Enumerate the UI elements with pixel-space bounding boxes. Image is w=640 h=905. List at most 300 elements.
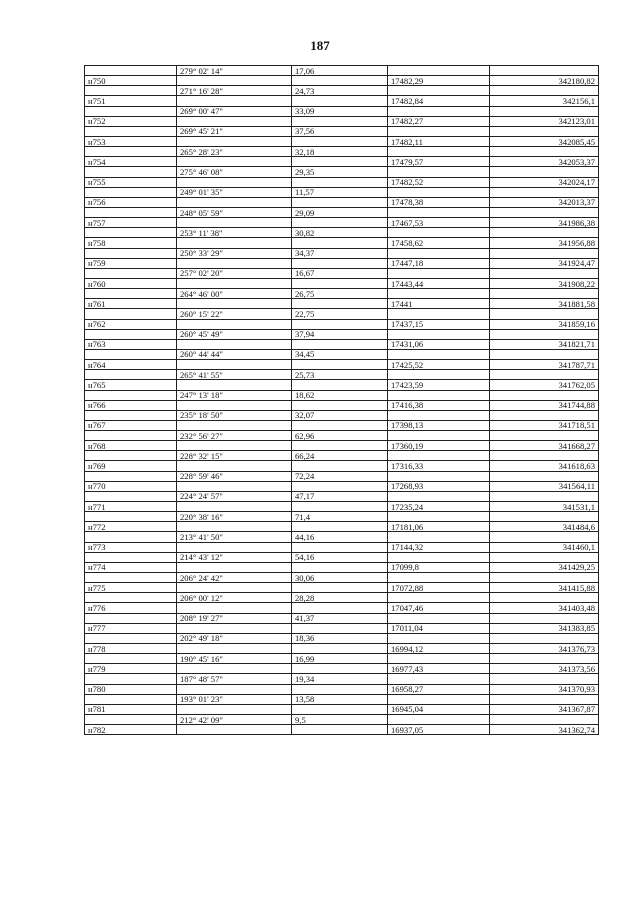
y-coordinate-cell [490, 106, 599, 116]
table-row [85, 532, 599, 542]
y-coordinate-cell [490, 390, 599, 400]
distance-cell: 9,5 [292, 715, 388, 725]
x-coordinate-cell: 17398,13 [388, 420, 490, 430]
x-coordinate-cell: 17478,38 [388, 197, 490, 207]
distance-cell: 30,82 [292, 228, 388, 238]
x-coordinate-cell: 16958,27 [388, 684, 490, 694]
angle-cell [177, 644, 292, 654]
angle-cell: 190° 45' 16" [177, 654, 292, 664]
point-cell [85, 512, 177, 522]
angle-cell [177, 157, 292, 167]
y-coordinate-cell: 341564,11 [490, 481, 599, 491]
point-cell: н760 [85, 278, 177, 288]
point-cell: н772 [85, 522, 177, 532]
table-row [85, 431, 599, 441]
table-row [85, 157, 599, 167]
angle-cell [177, 583, 292, 593]
point-cell [85, 715, 177, 725]
x-coordinate-cell [388, 349, 490, 359]
y-coordinate-cell: 341403,48 [490, 603, 599, 613]
x-coordinate-cell: 17316,33 [388, 461, 490, 471]
point-cell [85, 86, 177, 96]
distance-cell [292, 400, 388, 410]
point-cell: н762 [85, 319, 177, 329]
angle-cell: 208° 19' 27" [177, 613, 292, 623]
distance-cell: 29,09 [292, 207, 388, 217]
distance-cell [292, 704, 388, 714]
table-row [85, 106, 599, 116]
table-row [85, 410, 599, 420]
distance-cell: 28,28 [292, 593, 388, 603]
angle-cell [177, 562, 292, 572]
x-coordinate-cell [388, 715, 490, 725]
angle-cell: 260° 15' 22" [177, 309, 292, 319]
x-coordinate-cell [388, 654, 490, 664]
x-coordinate-cell: 17467,53 [388, 218, 490, 228]
table-row [85, 339, 599, 349]
distance-cell: 34,45 [292, 349, 388, 359]
angle-cell: 253° 11' 38" [177, 228, 292, 238]
point-cell: н757 [85, 218, 177, 228]
distance-cell: 11,57 [292, 187, 388, 197]
angle-cell: 193° 01' 23" [177, 694, 292, 704]
x-coordinate-cell: 17416,38 [388, 400, 490, 410]
x-coordinate-cell: 16977,43 [388, 664, 490, 674]
distance-cell [292, 136, 388, 146]
x-coordinate-cell: 17181,06 [388, 522, 490, 532]
angle-cell [177, 704, 292, 714]
distance-cell [292, 299, 388, 309]
y-coordinate-cell: 341415,88 [490, 583, 599, 593]
table-row [85, 552, 599, 562]
y-coordinate-cell: 341370,93 [490, 684, 599, 694]
y-coordinate-cell: 341787,71 [490, 360, 599, 370]
y-coordinate-cell [490, 613, 599, 623]
y-coordinate-cell [490, 289, 599, 299]
y-coordinate-cell [490, 654, 599, 664]
coordinates-table [84, 65, 599, 735]
y-coordinate-cell: 341986,38 [490, 218, 599, 228]
point-cell [85, 674, 177, 684]
y-coordinate-cell: 341362,74 [490, 725, 599, 735]
angle-cell: 257° 02' 20" [177, 268, 292, 278]
table-row [85, 623, 599, 633]
x-coordinate-cell [388, 613, 490, 623]
y-coordinate-cell: 341924,47 [490, 258, 599, 268]
angle-cell [177, 76, 292, 86]
table-row [85, 187, 599, 197]
angle-cell: 228° 59' 46" [177, 471, 292, 481]
angle-cell: 228° 32' 15" [177, 451, 292, 461]
table-row [85, 126, 599, 136]
angle-cell [177, 136, 292, 146]
point-cell [85, 593, 177, 603]
table-row [85, 289, 599, 299]
table-row [85, 319, 599, 329]
y-coordinate-cell [490, 471, 599, 481]
y-coordinate-cell [490, 187, 599, 197]
y-coordinate-cell: 341484,6 [490, 522, 599, 532]
table-row [85, 400, 599, 410]
angle-cell: 269° 00' 47" [177, 106, 292, 116]
point-cell [85, 410, 177, 420]
distance-cell [292, 420, 388, 430]
angle-cell: 260° 45' 49" [177, 329, 292, 339]
y-coordinate-cell [490, 674, 599, 684]
table-row [85, 299, 599, 309]
angle-cell: 271° 16' 28" [177, 86, 292, 96]
y-coordinate-cell: 341821,71 [490, 339, 599, 349]
y-coordinate-cell [490, 532, 599, 542]
point-cell [85, 491, 177, 501]
table-row [85, 461, 599, 471]
table-row [85, 471, 599, 481]
distance-cell: 37,94 [292, 329, 388, 339]
distance-cell: 54,16 [292, 552, 388, 562]
distance-cell [292, 684, 388, 694]
angle-cell [177, 116, 292, 126]
distance-cell: 25,73 [292, 370, 388, 380]
y-coordinate-cell [490, 147, 599, 157]
table-row [85, 66, 599, 76]
y-coordinate-cell: 341367,87 [490, 704, 599, 714]
table-row [85, 390, 599, 400]
angle-cell: 224° 24' 57" [177, 491, 292, 501]
table-row [85, 278, 599, 288]
y-coordinate-cell: 342123,01 [490, 116, 599, 126]
point-cell [85, 329, 177, 339]
y-coordinate-cell [490, 86, 599, 96]
point-cell: н769 [85, 461, 177, 471]
y-coordinate-cell [490, 694, 599, 704]
distance-cell [292, 481, 388, 491]
y-coordinate-cell [490, 451, 599, 461]
table-row [85, 562, 599, 572]
table-row [85, 268, 599, 278]
point-cell: н759 [85, 258, 177, 268]
distance-cell: 37,56 [292, 126, 388, 136]
angle-cell: 249° 01' 35" [177, 187, 292, 197]
x-coordinate-cell: 17268,93 [388, 481, 490, 491]
distance-cell [292, 542, 388, 552]
y-coordinate-cell [490, 715, 599, 725]
y-coordinate-cell [490, 207, 599, 217]
distance-cell: 41,37 [292, 613, 388, 623]
point-cell [85, 228, 177, 238]
table-row [85, 228, 599, 238]
table-row [85, 177, 599, 187]
point-cell [85, 451, 177, 461]
distance-cell: 30,06 [292, 573, 388, 583]
x-coordinate-cell: 17072,88 [388, 583, 490, 593]
angle-cell [177, 360, 292, 370]
y-coordinate-cell [490, 491, 599, 501]
point-cell: н780 [85, 684, 177, 694]
y-coordinate-cell: 341718,51 [490, 420, 599, 430]
point-cell: н766 [85, 400, 177, 410]
table-row [85, 258, 599, 268]
point-cell [85, 390, 177, 400]
x-coordinate-cell: 17482,27 [388, 116, 490, 126]
x-coordinate-cell: 17447,18 [388, 258, 490, 268]
table-row [85, 573, 599, 583]
distance-cell [292, 562, 388, 572]
distance-cell: 13,58 [292, 694, 388, 704]
y-coordinate-cell [490, 410, 599, 420]
distance-cell [292, 319, 388, 329]
x-coordinate-cell [388, 390, 490, 400]
distance-cell: 32,07 [292, 410, 388, 420]
table-row [85, 86, 599, 96]
table-row [85, 218, 599, 228]
x-coordinate-cell: 17099,8 [388, 562, 490, 572]
x-coordinate-cell: 17443,44 [388, 278, 490, 288]
point-cell: н777 [85, 623, 177, 633]
point-cell: н773 [85, 542, 177, 552]
table-row [85, 136, 599, 146]
table-row [85, 207, 599, 217]
distance-cell: 71,4 [292, 512, 388, 522]
point-cell [85, 633, 177, 643]
x-coordinate-cell: 17235,24 [388, 502, 490, 512]
table-row [85, 593, 599, 603]
point-cell [85, 167, 177, 177]
y-coordinate-cell [490, 268, 599, 278]
point-cell [85, 126, 177, 136]
angle-cell [177, 502, 292, 512]
x-coordinate-cell: 17458,62 [388, 238, 490, 248]
table-row [85, 704, 599, 714]
y-coordinate-cell [490, 309, 599, 319]
x-coordinate-cell [388, 573, 490, 583]
table-row [85, 370, 599, 380]
angle-cell [177, 218, 292, 228]
x-coordinate-cell [388, 471, 490, 481]
table-row [85, 167, 599, 177]
x-coordinate-cell: 17425,52 [388, 360, 490, 370]
x-coordinate-cell [388, 593, 490, 603]
table-row [85, 481, 599, 491]
angle-cell [177, 339, 292, 349]
angle-cell [177, 299, 292, 309]
table-row [85, 684, 599, 694]
x-coordinate-cell: 17423,59 [388, 380, 490, 390]
distance-cell: 16,67 [292, 268, 388, 278]
point-cell: н765 [85, 380, 177, 390]
distance-cell: 19,34 [292, 674, 388, 684]
table-row [85, 644, 599, 654]
distance-cell [292, 177, 388, 187]
point-cell: н761 [85, 299, 177, 309]
point-cell: н754 [85, 157, 177, 167]
table-row [85, 420, 599, 430]
point-cell [85, 613, 177, 623]
angle-cell: 265° 28' 23" [177, 147, 292, 157]
point-cell: н756 [85, 197, 177, 207]
table-row [85, 603, 599, 613]
point-cell: н752 [85, 116, 177, 126]
y-coordinate-cell: 341956,88 [490, 238, 599, 248]
point-cell: н771 [85, 502, 177, 512]
x-coordinate-cell [388, 694, 490, 704]
x-coordinate-cell [388, 167, 490, 177]
x-coordinate-cell [388, 289, 490, 299]
distance-cell: 44,16 [292, 532, 388, 542]
x-coordinate-cell: 17360,19 [388, 441, 490, 451]
angle-cell [177, 96, 292, 106]
point-cell [85, 207, 177, 217]
point-cell [85, 66, 177, 76]
distance-cell [292, 441, 388, 451]
angle-cell [177, 603, 292, 613]
y-coordinate-cell: 341618,63 [490, 461, 599, 471]
point-cell [85, 309, 177, 319]
x-coordinate-cell [388, 86, 490, 96]
table-row [85, 349, 599, 359]
point-cell: н751 [85, 96, 177, 106]
table-row [85, 633, 599, 643]
x-coordinate-cell [388, 228, 490, 238]
x-coordinate-cell [388, 431, 490, 441]
distance-cell [292, 218, 388, 228]
point-cell: н775 [85, 583, 177, 593]
distance-cell: 26,75 [292, 289, 388, 299]
x-coordinate-cell: 16945,04 [388, 704, 490, 714]
point-cell: н770 [85, 481, 177, 491]
angle-cell: 213° 41' 50" [177, 532, 292, 542]
distance-cell [292, 360, 388, 370]
distance-cell: 17,06 [292, 66, 388, 76]
angle-cell: 250° 33' 29" [177, 248, 292, 258]
table-row [85, 309, 599, 319]
y-coordinate-cell [490, 349, 599, 359]
point-cell: н764 [85, 360, 177, 370]
y-coordinate-cell [490, 552, 599, 562]
table-row [85, 491, 599, 501]
x-coordinate-cell: 17482,84 [388, 96, 490, 106]
x-coordinate-cell: 17047,46 [388, 603, 490, 613]
point-cell: н782 [85, 725, 177, 735]
page-number: 187 [310, 38, 330, 53]
x-coordinate-cell: 17431,06 [388, 339, 490, 349]
point-cell: н768 [85, 441, 177, 451]
angle-cell [177, 177, 292, 187]
x-coordinate-cell [388, 532, 490, 542]
distance-cell: 29,35 [292, 167, 388, 177]
x-coordinate-cell [388, 187, 490, 197]
angle-cell: 232° 56' 27" [177, 431, 292, 441]
table-row [85, 76, 599, 86]
y-coordinate-cell [490, 329, 599, 339]
distance-cell [292, 380, 388, 390]
x-coordinate-cell: 16937,05 [388, 725, 490, 735]
angle-cell: 269° 45' 21" [177, 126, 292, 136]
x-coordinate-cell [388, 451, 490, 461]
point-cell [85, 431, 177, 441]
point-cell [85, 694, 177, 704]
x-coordinate-cell [388, 633, 490, 643]
angle-cell [177, 522, 292, 532]
y-coordinate-cell [490, 66, 599, 76]
point-cell [85, 289, 177, 299]
angle-cell [177, 319, 292, 329]
table-row [85, 613, 599, 623]
angle-cell [177, 725, 292, 735]
table-row [85, 441, 599, 451]
angle-cell: 220° 38' 16" [177, 512, 292, 522]
distance-cell: 34,37 [292, 248, 388, 258]
angle-cell: 206° 24' 42" [177, 573, 292, 583]
angle-cell [177, 278, 292, 288]
x-coordinate-cell [388, 674, 490, 684]
distance-cell [292, 502, 388, 512]
x-coordinate-cell [388, 268, 490, 278]
angle-cell: 247° 13' 18" [177, 390, 292, 400]
angle-cell [177, 481, 292, 491]
y-coordinate-cell [490, 431, 599, 441]
point-cell [85, 147, 177, 157]
y-coordinate-cell: 341376,73 [490, 644, 599, 654]
x-coordinate-cell: 17011,04 [388, 623, 490, 633]
table-row [85, 248, 599, 258]
point-cell [85, 654, 177, 664]
angle-cell [177, 684, 292, 694]
y-coordinate-cell: 342013,37 [490, 197, 599, 207]
distance-cell [292, 238, 388, 248]
angle-cell [177, 420, 292, 430]
x-coordinate-cell [388, 126, 490, 136]
angle-cell [177, 542, 292, 552]
distance-cell [292, 623, 388, 633]
distance-cell: 24,73 [292, 86, 388, 96]
y-coordinate-cell: 341744,88 [490, 400, 599, 410]
angle-cell: 214° 43' 12" [177, 552, 292, 562]
table-row [85, 725, 599, 735]
distance-cell: 16,99 [292, 654, 388, 664]
y-coordinate-cell [490, 512, 599, 522]
angle-cell: 279° 02' 14" [177, 66, 292, 76]
y-coordinate-cell [490, 593, 599, 603]
distance-cell: 33,09 [292, 106, 388, 116]
x-coordinate-cell: 16994,12 [388, 644, 490, 654]
x-coordinate-cell [388, 329, 490, 339]
point-cell: н763 [85, 339, 177, 349]
distance-cell [292, 522, 388, 532]
y-coordinate-cell [490, 633, 599, 643]
angle-cell [177, 441, 292, 451]
angle-cell: 202° 49' 18" [177, 633, 292, 643]
table-row [85, 522, 599, 532]
point-cell [85, 532, 177, 542]
y-coordinate-cell: 341373,56 [490, 664, 599, 674]
distance-cell [292, 583, 388, 593]
x-coordinate-cell: 17479,57 [388, 157, 490, 167]
table-row [85, 197, 599, 207]
table-row [85, 380, 599, 390]
y-coordinate-cell [490, 248, 599, 258]
distance-cell: 62,96 [292, 431, 388, 441]
y-coordinate-cell: 341460,1 [490, 542, 599, 552]
y-coordinate-cell [490, 126, 599, 136]
angle-cell: 265° 41' 55" [177, 370, 292, 380]
point-cell: н767 [85, 420, 177, 430]
angle-cell: 260° 44' 44" [177, 349, 292, 359]
x-coordinate-cell [388, 207, 490, 217]
table-row [85, 147, 599, 157]
y-coordinate-cell: 341668,27 [490, 441, 599, 451]
distance-cell [292, 644, 388, 654]
x-coordinate-cell [388, 309, 490, 319]
